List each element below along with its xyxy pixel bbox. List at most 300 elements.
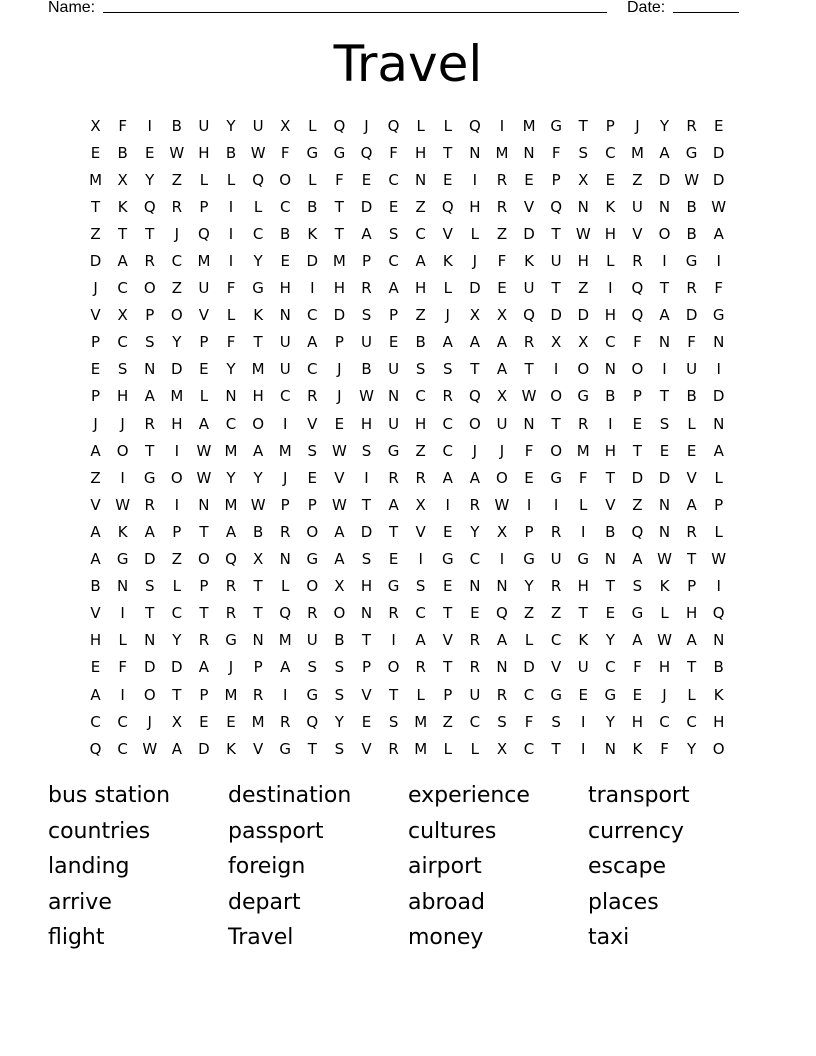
grid-letter: N <box>469 143 481 162</box>
grid-letter: T <box>199 522 209 541</box>
grid-letter: V <box>90 495 101 514</box>
grid-letter: M <box>251 712 265 731</box>
grid-letter: W <box>250 143 266 162</box>
grid-letter: N <box>523 414 535 433</box>
grid-letter: B <box>334 631 345 650</box>
grid-letter: S <box>361 550 372 569</box>
grid-letter: S <box>443 360 453 379</box>
grid-letter: A <box>90 685 101 704</box>
grid-letter: O <box>143 685 156 704</box>
grid-letter: I <box>391 631 396 650</box>
grid-letter: S <box>659 414 670 433</box>
grid-letter: P <box>334 333 344 352</box>
grid-letter: G <box>550 116 562 135</box>
grid-letter: B <box>605 387 616 406</box>
grid-letter: K <box>442 252 453 271</box>
grid-letter: T <box>199 604 209 623</box>
grid-letter: C <box>415 224 426 243</box>
grid-letter: I <box>445 495 450 514</box>
grid-letter: Z <box>415 441 426 460</box>
grid-letter: O <box>252 414 265 433</box>
grid-letter: L <box>606 252 615 271</box>
grid-letter: C <box>605 333 616 352</box>
word-list-item: taxi <box>588 925 630 951</box>
grid-letter: N <box>604 739 616 758</box>
grid-letter: C <box>469 712 481 731</box>
grid-letter: I <box>608 414 613 433</box>
grid-letter: Y <box>524 577 534 596</box>
grid-letter: E <box>280 252 290 271</box>
grid-letter: W <box>711 197 727 216</box>
grid-letter: T <box>334 197 344 216</box>
grid-letter: T <box>578 604 588 623</box>
grid-letter: C <box>388 170 399 189</box>
grid-letter: J <box>364 116 369 135</box>
grid-letter: P <box>361 252 371 271</box>
grid-letter: E <box>361 712 372 731</box>
grid-letter: A <box>469 333 480 352</box>
grid-letter: O <box>387 658 400 677</box>
grid-letter: F <box>633 658 642 677</box>
grid-letter: B <box>307 197 318 216</box>
grid-letter: F <box>226 333 236 352</box>
grid-letter: R <box>550 577 562 596</box>
grid-letter: P <box>91 333 101 352</box>
grid-letter: P <box>280 495 290 514</box>
grid-letter: Z <box>442 712 453 731</box>
grid-letter: L <box>660 604 669 623</box>
grid-letter: L <box>714 522 723 541</box>
grid-letter: F <box>524 712 534 731</box>
grid-letter: I <box>472 170 478 189</box>
grid-letter: N <box>469 577 481 596</box>
grid-letter: Q <box>89 739 102 758</box>
grid-letter: R <box>686 116 697 135</box>
grid-letter: T <box>659 279 670 298</box>
grid-letter: P <box>632 387 642 406</box>
grid-letter: S <box>388 224 399 243</box>
grid-letter: D <box>577 306 590 325</box>
grid-letter: G <box>143 468 156 487</box>
grid-letter: A <box>686 495 697 514</box>
grid-letter: A <box>442 468 453 487</box>
grid-letter: Z <box>415 197 426 216</box>
grid-letter: N <box>658 333 671 352</box>
grid-letter: E <box>199 360 209 379</box>
grid-letter: H <box>577 252 589 271</box>
grid-letter: I <box>581 712 586 731</box>
grid-letter: G <box>252 279 264 298</box>
grid-letter: Z <box>523 604 535 623</box>
grid-letter: I <box>581 522 586 541</box>
grid-letter: J <box>228 658 234 677</box>
grid-letter: C <box>605 658 616 677</box>
grid-letter: G <box>523 550 535 569</box>
grid-letter: T <box>90 197 101 216</box>
grid-letter: T <box>687 658 697 677</box>
grid-letter: I <box>662 252 667 271</box>
grid-letter: A <box>90 522 101 541</box>
grid-letter: E <box>226 712 236 731</box>
grid-letter: O <box>116 441 129 460</box>
grid-letter: L <box>579 495 588 514</box>
grid-letter: J <box>472 441 478 460</box>
grid-letter: T <box>307 739 317 758</box>
grid-letter: U <box>198 279 210 298</box>
grid-letter: I <box>553 360 559 379</box>
grid-letter: A <box>334 550 345 569</box>
grid-letter: D <box>198 739 210 758</box>
grid-letter: A <box>117 252 128 271</box>
grid-letter: H <box>604 306 616 325</box>
grid-letter: Z <box>496 224 508 243</box>
grid-letter: C <box>523 739 535 758</box>
grid-letter: W <box>115 495 131 514</box>
grid-letter: F <box>551 143 561 162</box>
grid-letter: J <box>445 306 450 325</box>
grid-letter: N <box>658 522 671 541</box>
grid-letter: B <box>361 360 372 379</box>
grid-letter: H <box>89 631 102 650</box>
grid-letter: P <box>389 306 399 325</box>
grid-letter: C <box>469 550 481 569</box>
grid-letter: U <box>550 252 562 271</box>
grid-letter: V <box>523 197 535 216</box>
grid-letter: F <box>660 739 669 758</box>
grid-letter: E <box>578 685 588 704</box>
grid-letter: R <box>279 522 291 541</box>
grid-letter: I <box>282 685 288 704</box>
grid-letter: H <box>360 577 373 596</box>
grid-letter: Z <box>171 279 182 298</box>
grid-letter: S <box>117 360 128 379</box>
grid-letter: I <box>418 550 423 569</box>
grid-letter: Z <box>632 170 643 189</box>
grid-letter: U <box>279 333 291 352</box>
grid-letter: D <box>658 468 671 487</box>
grid-letter: K <box>307 224 318 243</box>
grid-letter: Y <box>659 116 670 135</box>
grid-letter: M <box>630 143 644 162</box>
grid-letter: N <box>144 631 156 650</box>
name-blank-line <box>103 0 607 13</box>
grid-letter: H <box>198 143 210 162</box>
grid-letter: Y <box>172 333 182 352</box>
grid-letter: R <box>523 333 535 352</box>
word-list-item: depart <box>228 889 301 915</box>
grid-letter: Q <box>333 116 346 135</box>
grid-letter: A <box>225 522 237 541</box>
grid-letter: R <box>496 685 508 704</box>
grid-letter: X <box>415 495 426 514</box>
grid-letter: P <box>91 387 101 406</box>
grid-letter: K <box>226 739 236 758</box>
grid-letter: T <box>443 658 453 677</box>
grid-letter: A <box>632 631 643 650</box>
grid-letter: M <box>224 441 238 460</box>
grid-letter: D <box>171 360 183 379</box>
grid-letter: O <box>658 224 671 243</box>
grid-letter: E <box>605 170 616 189</box>
grid-letter: B <box>686 224 697 243</box>
grid-letter: T <box>361 495 372 514</box>
grid-letter: T <box>361 631 372 650</box>
grid-letter: R <box>550 522 562 541</box>
grid-letter: H <box>469 197 481 216</box>
grid-letter: A <box>361 224 372 243</box>
grid-letter: I <box>147 116 152 135</box>
grid-letter: K <box>117 197 128 216</box>
grid-letter: N <box>713 414 725 433</box>
word-list-item: airport <box>408 854 482 880</box>
grid-letter: L <box>687 685 696 704</box>
grid-letter: Q <box>225 550 237 569</box>
grid-letter: O <box>170 306 183 325</box>
grid-letter: T <box>145 224 155 243</box>
grid-letter: P <box>307 495 317 514</box>
grid-letter: V <box>605 495 616 514</box>
grid-letter: T <box>605 468 615 487</box>
grid-letter: J <box>93 414 98 433</box>
grid-letter: J <box>499 441 505 460</box>
grid-letter: I <box>174 441 180 460</box>
grid-letter: S <box>334 658 345 677</box>
grid-letter: E <box>713 116 724 135</box>
grid-letter: Q <box>198 224 210 243</box>
grid-letter: D <box>712 143 725 162</box>
grid-letter: H <box>631 712 644 731</box>
grid-letter: J <box>337 387 342 406</box>
word-list-item: passport <box>228 818 324 844</box>
grid-letter: F <box>335 170 344 189</box>
grid-letter: B <box>686 197 697 216</box>
grid-letter: J <box>93 279 98 298</box>
grid-letter: R <box>469 631 481 650</box>
grid-letter: D <box>658 170 671 189</box>
grid-letter: O <box>170 468 183 487</box>
grid-letter: J <box>472 252 478 271</box>
grid-letter: V <box>198 306 210 325</box>
grid-letter: O <box>550 387 563 406</box>
grid-letter: H <box>279 279 291 298</box>
word-list-item: destination <box>228 783 352 808</box>
grid-letter: P <box>199 685 209 704</box>
grid-letter: W <box>331 495 347 514</box>
grid-letter: R <box>252 685 264 704</box>
grid-letter: M <box>224 685 238 704</box>
grid-letter: Y <box>687 739 697 758</box>
grid-letter: O <box>550 441 563 460</box>
grid-letter: A <box>442 333 453 352</box>
word-list <box>48 778 788 956</box>
grid-letter: A <box>334 522 345 541</box>
grid-letter: E <box>470 604 480 623</box>
grid-letter: G <box>577 550 590 569</box>
grid-letter: U <box>523 279 535 298</box>
grid-letter: I <box>310 279 315 298</box>
grid-letter: E <box>524 468 534 487</box>
grid-letter: A <box>469 468 480 487</box>
grid-letter: W <box>142 739 158 758</box>
grid-letter: I <box>228 252 234 271</box>
grid-letter: R <box>686 522 697 541</box>
grid-letter: E <box>659 441 670 460</box>
grid-letter: B <box>252 522 264 541</box>
grid-letter: E <box>361 170 372 189</box>
word-list-item: money <box>408 925 484 951</box>
date-blank-line <box>673 0 739 13</box>
grid-letter: O <box>496 468 508 487</box>
grid-letter: I <box>174 495 180 514</box>
grid-letter: O <box>198 550 210 569</box>
grid-letter: P <box>443 685 453 704</box>
grid-letter: V <box>90 604 101 623</box>
grid-letter: W <box>359 387 374 406</box>
grid-letter: V <box>442 631 453 650</box>
grid-letter: A <box>388 279 399 298</box>
grid-letter: R <box>361 279 372 298</box>
grid-letter: I <box>120 685 125 704</box>
grid-letter: I <box>120 604 125 623</box>
grid-letter: R <box>144 495 155 514</box>
grid-letter: P <box>145 306 155 325</box>
grid-letter: Q <box>441 197 454 216</box>
grid-letter: Q <box>631 306 644 325</box>
grid-letter: H <box>415 414 427 433</box>
grid-letter: G <box>550 468 562 487</box>
grid-letter: D <box>171 658 183 677</box>
grid-letter: I <box>716 360 721 379</box>
grid-letter: R <box>469 658 481 677</box>
grid-letter: I <box>581 739 586 758</box>
grid-letter: I <box>499 550 505 569</box>
grid-letter: X <box>496 522 508 541</box>
grid-letter: Q <box>306 712 319 731</box>
grid-letter: G <box>279 739 292 758</box>
grid-letter: K <box>605 197 616 216</box>
grid-letter: H <box>360 414 373 433</box>
grid-letter: J <box>174 224 180 243</box>
grid-letter: T <box>578 116 588 135</box>
grid-letter: O <box>333 604 346 623</box>
grid-letter: G <box>306 143 319 162</box>
grid-letter: I <box>364 468 369 487</box>
grid-letter: C <box>442 441 453 460</box>
grid-letter: P <box>524 522 534 541</box>
grid-letter: K <box>632 739 643 758</box>
grid-letter: K <box>578 631 589 650</box>
grid-letter: L <box>524 631 534 650</box>
grid-letter: V <box>252 739 264 758</box>
grid-letter: T <box>334 224 344 243</box>
grid-letter: N <box>252 631 264 650</box>
grid-letter: H <box>604 224 616 243</box>
grid-letter: A <box>496 360 508 379</box>
grid-letter: S <box>144 577 155 596</box>
grid-letter: O <box>577 360 590 379</box>
grid-letter: Y <box>605 631 615 650</box>
grid-letter: R <box>388 468 399 487</box>
grid-letter: W <box>575 224 591 243</box>
grid-letter: Q <box>712 604 725 623</box>
grid-letter: R <box>225 577 237 596</box>
grid-letter: G <box>225 631 237 650</box>
grid-letter: M <box>576 441 590 460</box>
grid-letter: O <box>143 279 156 298</box>
grid-letter: M <box>251 360 265 379</box>
grid-letter: U <box>577 658 589 677</box>
grid-letter: Y <box>226 116 236 135</box>
grid-letter: N <box>117 577 129 596</box>
grid-letter: N <box>713 333 725 352</box>
grid-letter: L <box>443 116 452 135</box>
grid-letter: E <box>90 360 101 379</box>
grid-letter: G <box>387 441 400 460</box>
grid-letter: K <box>713 685 724 704</box>
grid-letter: B <box>225 143 237 162</box>
grid-letter: P <box>361 658 371 677</box>
grid-letter: M <box>197 252 211 271</box>
grid-letter: A <box>252 441 264 460</box>
grid-letter: Y <box>470 522 480 541</box>
grid-letter: F <box>687 333 696 352</box>
grid-letter: C <box>117 333 128 352</box>
grid-letter: A <box>388 495 399 514</box>
grid-letter: N <box>604 550 616 569</box>
grid-letter: W <box>657 631 672 650</box>
grid-letter: C <box>686 712 697 731</box>
grid-letter: V <box>415 522 426 541</box>
grid-letter: Q <box>252 170 265 189</box>
grid-letter: N <box>279 306 291 325</box>
grid-letter: A <box>659 143 670 162</box>
grid-letter: I <box>553 495 559 514</box>
grid-letter: S <box>415 577 426 596</box>
grid-letter: U <box>686 360 698 379</box>
grid-letter: P <box>172 522 182 541</box>
grid-letter: R <box>171 197 183 216</box>
grid-letter: Q <box>387 116 400 135</box>
grid-letter: B <box>171 116 182 135</box>
grid-letter: M <box>170 387 184 406</box>
grid-letter: M <box>522 116 536 135</box>
word-list-item: foreign <box>228 854 306 880</box>
grid-letter: W <box>657 550 672 569</box>
grid-letter: C <box>523 685 535 704</box>
grid-letter: X <box>117 170 128 189</box>
grid-letter: L <box>199 170 209 189</box>
grid-letter: C <box>279 197 291 216</box>
word-list-item: abroad <box>408 889 485 915</box>
grid-letter: W <box>521 387 537 406</box>
grid-letter: O <box>468 414 481 433</box>
grid-letter: J <box>337 360 342 379</box>
grid-letter: S <box>334 685 345 704</box>
grid-letter: X <box>496 387 508 406</box>
grid-letter: L <box>118 631 127 650</box>
grid-letter: E <box>388 550 399 569</box>
grid-letter: N <box>496 577 508 596</box>
grid-letter: P <box>551 170 561 189</box>
grid-letter: R <box>496 170 508 189</box>
grid-letter: H <box>685 604 698 623</box>
grid-letter: I <box>608 279 613 298</box>
grid-letter: C <box>117 279 128 298</box>
word-list-item: escape <box>588 854 667 880</box>
grid-letter: A <box>198 658 210 677</box>
grid-letter: S <box>334 739 345 758</box>
grid-letter: P <box>714 495 724 514</box>
